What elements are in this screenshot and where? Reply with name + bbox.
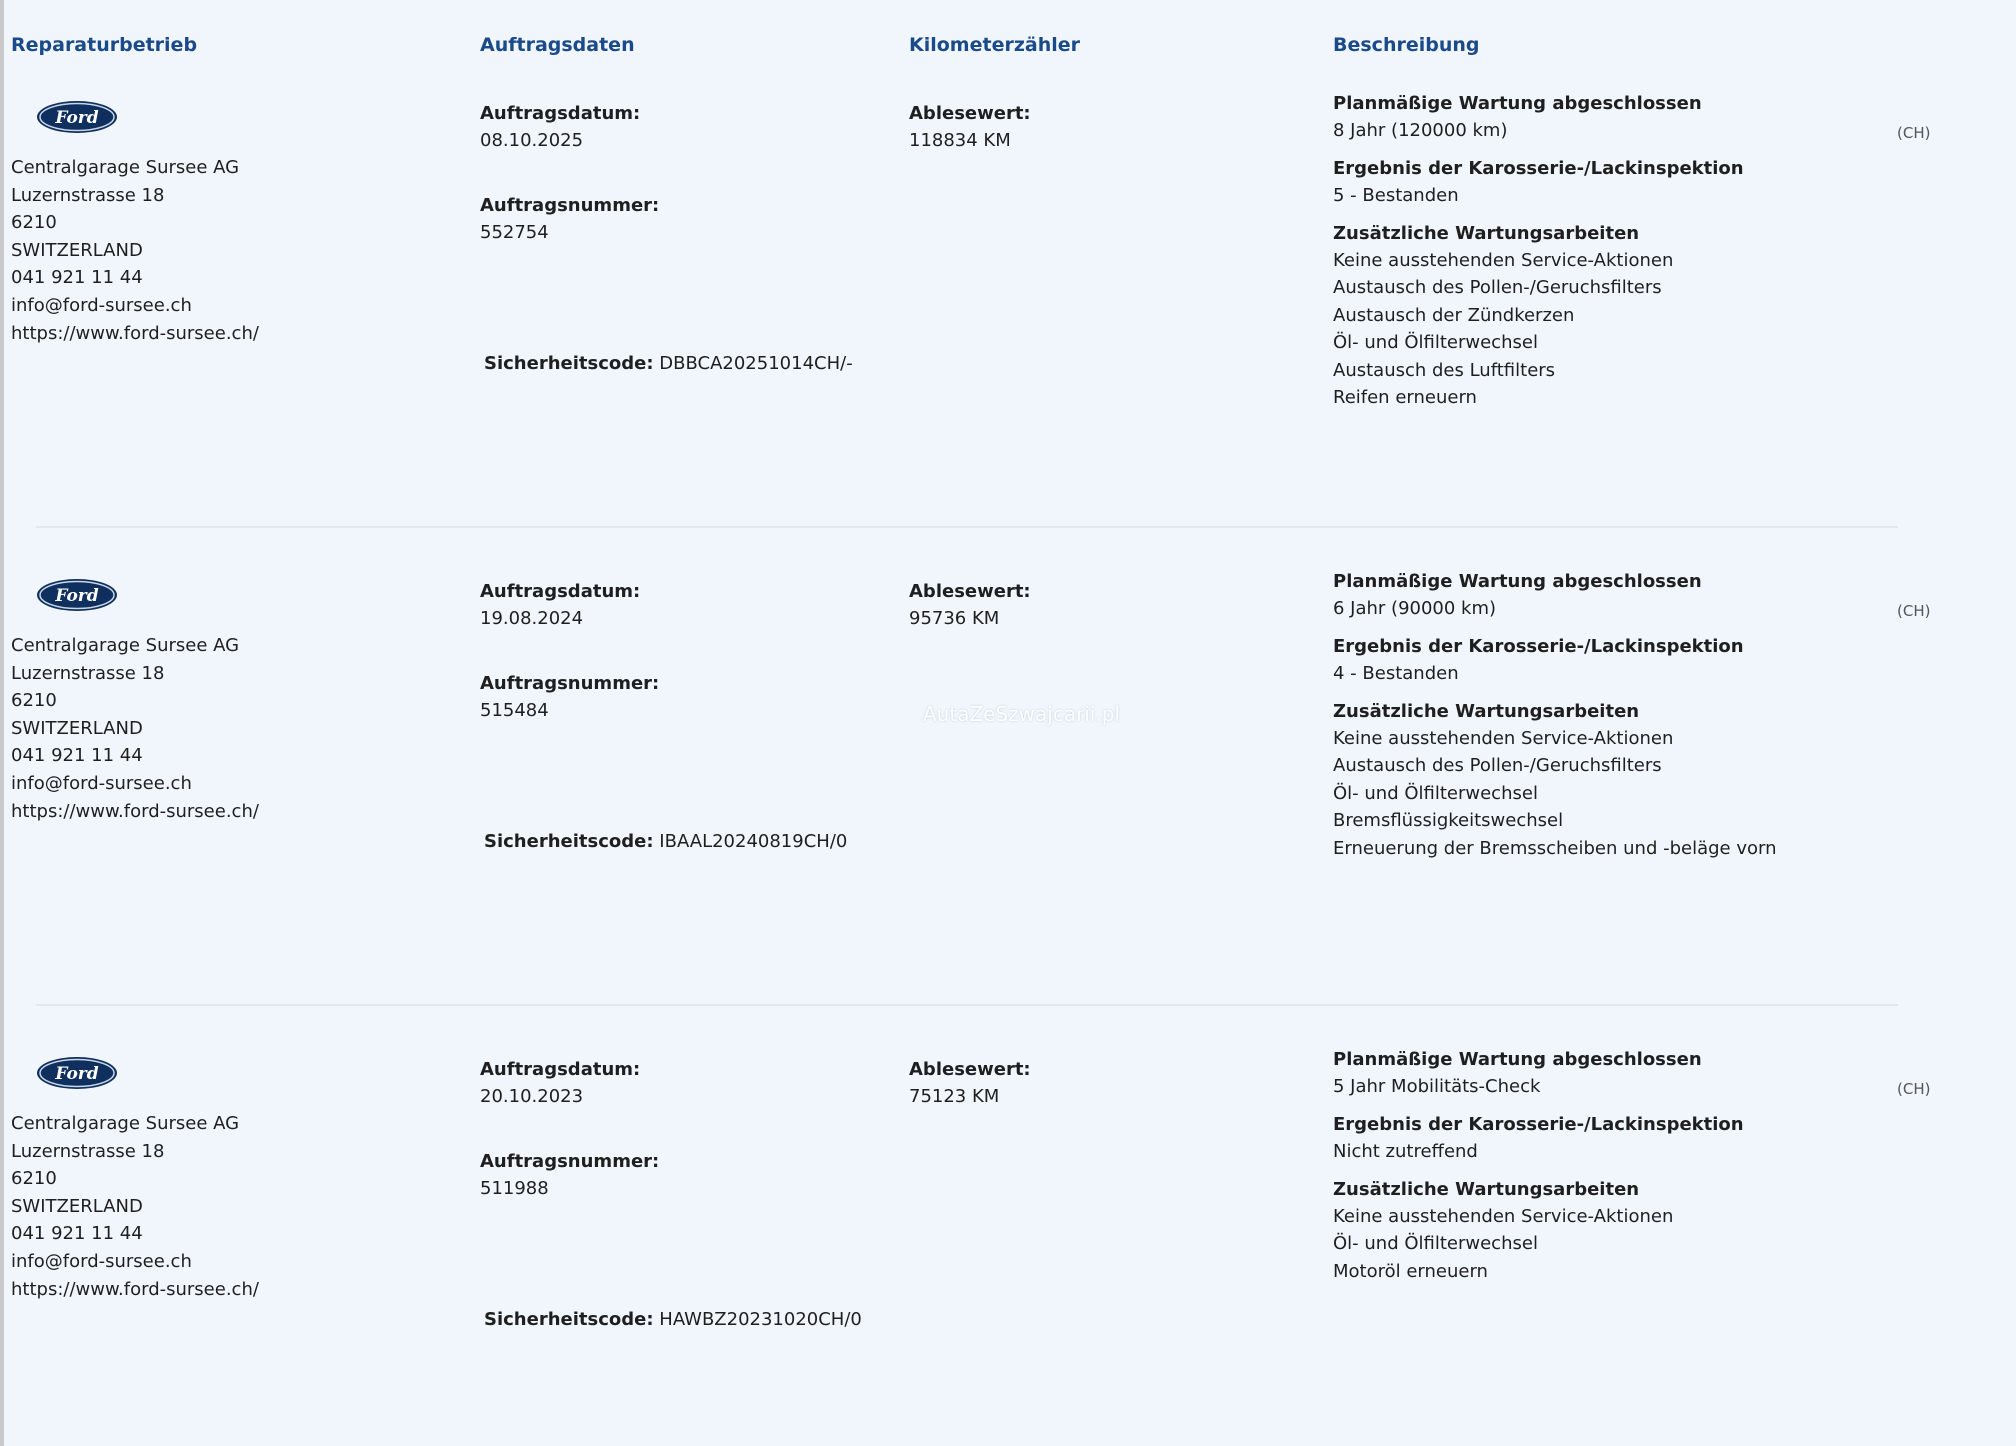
order-date-label: Auftragsdatum: [480, 581, 641, 602]
column-header-odometer: Kilometerzähler [909, 34, 1080, 56]
garage-country: SWITZERLAND [11, 1195, 143, 1217]
logo-text: Ford [55, 586, 99, 606]
additional-work-item: Keine ausstehenden Service-Aktionen [1333, 250, 1674, 272]
ford-logo-icon [36, 100, 118, 134]
security-code [484, 350, 853, 377]
country-code: (CH) [1897, 1080, 1931, 1098]
garage-email: info@ford-sursee.ch [11, 772, 192, 794]
garage-street: Luzernstrasse 18 [11, 662, 165, 684]
security-code-label: Sicherheitscode: [484, 353, 654, 374]
odometer-reading [909, 578, 1031, 632]
additional-work-item: Öl- und Ölfilterwechsel [1333, 332, 1538, 354]
order-date-value: 20.10.2023 [480, 1086, 584, 1107]
odometer-reading [909, 100, 1031, 154]
security-code [484, 1306, 862, 1333]
service-title: Planmäßige Wartung abgeschlossen [1333, 1049, 1702, 1070]
service-title: Planmäßige Wartung abgeschlossen [1333, 93, 1702, 114]
garage-street: Luzernstrasse 18 [11, 184, 165, 206]
additional-work-item: Keine ausstehenden Service-Aktionen [1333, 1206, 1674, 1228]
order-date-label: Auftragsdatum: [480, 1059, 641, 1080]
garage-address [11, 632, 259, 825]
order-data [480, 100, 659, 246]
column-header-description: Beschreibung [1333, 34, 1480, 56]
reading-value: 118834 KM [909, 130, 1011, 151]
service-value: 5 Jahr Mobilitäts-Check [1333, 1076, 1541, 1098]
garage-name: Centralgarage Sursee AG [11, 157, 240, 178]
garage-zip: 6210 [11, 212, 57, 234]
column-header-order-data: Auftragsdaten [480, 34, 635, 56]
order-number-label: Auftragsnummer: [480, 1151, 660, 1172]
service-description [1333, 1046, 1744, 1295]
service-description [1333, 568, 1777, 872]
security-code-value: HAWBZ20231020CH/0 [659, 1309, 862, 1330]
garage-zip: 6210 [11, 1168, 57, 1190]
reading-value: 75123 KM [909, 1086, 1000, 1107]
additional-work-item: Austausch des Pollen-/Geruchsfilters [1333, 755, 1662, 777]
order-number-value: 515484 [480, 700, 549, 721]
garage-name: Centralgarage Sursee AG [11, 1113, 240, 1134]
odometer-reading [909, 1056, 1031, 1110]
order-number-value: 552754 [480, 222, 549, 243]
order-data [480, 1056, 659, 1202]
additional-work-item: Öl- und Ölfilterwechsel [1333, 1233, 1538, 1255]
garage-name: Centralgarage Sursee AG [11, 635, 240, 656]
inspection-value: 5 - Bestanden [1333, 185, 1459, 207]
security-code [484, 828, 847, 855]
garage-website: https://www.ford-sursee.ch/ [11, 800, 259, 822]
order-date-value: 19.08.2024 [480, 608, 584, 629]
inspection-value: Nicht zutreffend [1333, 1141, 1478, 1163]
garage-email: info@ford-sursee.ch [11, 1250, 192, 1272]
security-code-label: Sicherheitscode: [484, 831, 654, 852]
reading-value: 95736 KM [909, 608, 1000, 629]
order-date-value: 08.10.2025 [480, 130, 584, 151]
ford-logo-icon [36, 578, 118, 612]
inspection-title: Ergebnis der Karosserie-/Lackinspektion [1333, 1113, 1744, 1135]
security-code-label: Sicherheitscode: [484, 1309, 654, 1330]
order-number-label: Auftragsnummer: [480, 195, 660, 216]
garage-website: https://www.ford-sursee.ch/ [11, 1278, 259, 1300]
record-divider [36, 526, 1898, 528]
inspection-title: Ergebnis der Karosserie-/Lackinspektion [1333, 157, 1744, 179]
garage-zip: 6210 [11, 690, 57, 712]
country-code: (CH) [1897, 602, 1931, 620]
record-divider [36, 1004, 1898, 1006]
garage-email: info@ford-sursee.ch [11, 294, 192, 316]
additional-work-item: Öl- und Ölfilterwechsel [1333, 782, 1538, 804]
additional-work-item: Erneuerung der Bremsscheiben und -beläge vorn [1333, 837, 1777, 859]
security-code-value: IBAAL20240819CH/0 [659, 831, 848, 852]
service-record [0, 93, 2016, 578]
service-record [0, 1049, 2016, 1446]
garage-phone: 041 921 11 44 [11, 1223, 143, 1245]
garage-street: Luzernstrasse 18 [11, 1140, 165, 1162]
service-title: Planmäßige Wartung abgeschlossen [1333, 571, 1702, 592]
column-header-workshop: Reparaturbetrieb [11, 34, 198, 56]
country-code: (CH) [1897, 124, 1931, 142]
additional-work-item: Bremsflüssigkeitswechsel [1333, 810, 1564, 832]
service-value: 6 Jahr (90000 km) [1333, 598, 1497, 620]
inspection-value: 4 - Bestanden [1333, 663, 1459, 685]
service-value: 8 Jahr (120000 km) [1333, 120, 1508, 142]
additional-work-list [1333, 725, 1777, 862]
order-date-label: Auftragsdatum: [480, 103, 641, 124]
security-code-value: DBBCA20251014CH/- [659, 353, 853, 374]
order-number-value: 511988 [480, 1178, 549, 1199]
order-data [480, 578, 659, 724]
additional-work-item: Reifen erneuern [1333, 387, 1477, 409]
additional-work-item: Austausch des Pollen-/Geruchsfilters [1333, 277, 1662, 299]
additional-work-title: Zusätzliche Wartungsarbeiten [1333, 700, 1640, 722]
additional-work-title: Zusätzliche Wartungsarbeiten [1333, 222, 1640, 244]
inspection-title: Ergebnis der Karosserie-/Lackinspektion [1333, 635, 1744, 657]
service-record [0, 571, 2016, 1056]
garage-website: https://www.ford-sursee.ch/ [11, 322, 259, 344]
additional-work-item: Motoröl erneuern [1333, 1260, 1488, 1282]
additional-work-item: Austausch des Luftfilters [1333, 359, 1556, 381]
garage-phone: 041 921 11 44 [11, 745, 143, 767]
garage-country: SWITZERLAND [11, 717, 143, 739]
order-number-label: Auftragsnummer: [480, 673, 660, 694]
ford-logo-icon [36, 1056, 118, 1090]
garage-address [11, 154, 259, 347]
additional-work-item: Keine ausstehenden Service-Aktionen [1333, 728, 1674, 750]
additional-work-item: Austausch der Zündkerzen [1333, 304, 1575, 326]
watermark-text: AutaZeSzwajcarii.pl [923, 702, 1121, 726]
reading-label: Ablesewert: [909, 581, 1031, 602]
additional-work-title: Zusätzliche Wartungsarbeiten [1333, 1178, 1640, 1200]
logo-text: Ford [55, 1064, 99, 1084]
additional-work-list [1333, 1203, 1744, 1285]
service-description [1333, 90, 1744, 421]
additional-work-list [1333, 247, 1744, 411]
garage-country: SWITZERLAND [11, 239, 143, 261]
logo-text: Ford [55, 108, 99, 128]
garage-phone: 041 921 11 44 [11, 267, 143, 289]
reading-label: Ablesewert: [909, 103, 1031, 124]
garage-address [11, 1110, 259, 1303]
reading-label: Ablesewert: [909, 1059, 1031, 1080]
